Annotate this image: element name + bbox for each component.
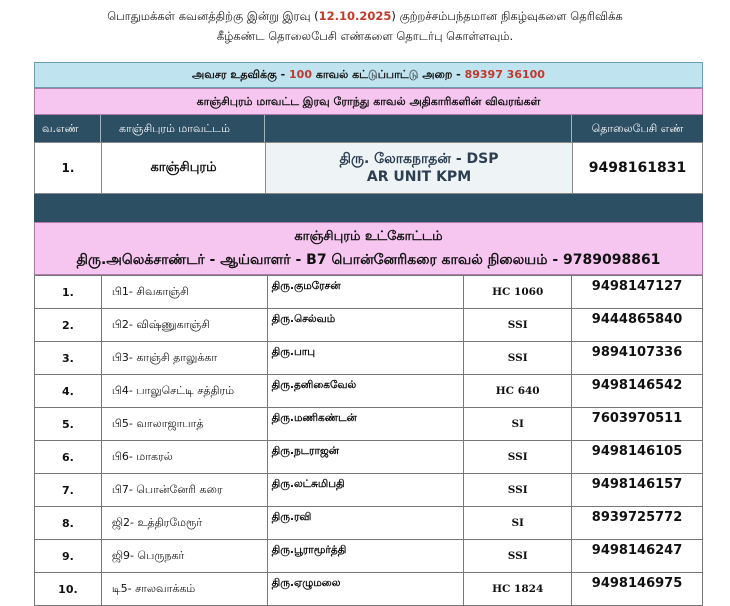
officer-name: திரு.செல்வம் bbox=[267, 309, 464, 342]
officer-name: திரு.பாபு bbox=[267, 342, 464, 375]
dsp-row bbox=[34, 142, 703, 194]
phone-number: 9498146247 bbox=[572, 540, 703, 573]
emergency-text-b: காவல் கட்டுப்பாட்டு அறை - bbox=[312, 68, 465, 81]
officer-name: திரு.ரவி bbox=[267, 507, 464, 540]
phone-number: 9498146105 bbox=[572, 441, 703, 474]
phone-number: 7603970511 bbox=[572, 408, 703, 441]
station-serial: 1. bbox=[35, 276, 102, 309]
intro-text bbox=[0, 6, 730, 46]
phone-number: 9498146542 bbox=[572, 375, 703, 408]
station-serial: 10. bbox=[35, 573, 102, 606]
station-name: ஜி9- பெருநகர் bbox=[101, 540, 267, 573]
table-row bbox=[35, 375, 703, 408]
station-name: பி4- பாலுசெட்டி சத்திரம் bbox=[101, 375, 267, 408]
table-row bbox=[35, 309, 703, 342]
table-row bbox=[35, 441, 703, 474]
dsp-unit: AR UNIT KPM bbox=[366, 169, 472, 185]
officer-name: திரு.லட்சுமிபதி bbox=[267, 474, 464, 507]
table-row bbox=[35, 573, 703, 606]
table-row bbox=[35, 408, 703, 441]
separator-band bbox=[34, 194, 703, 222]
header-officer bbox=[265, 115, 572, 142]
phone-number: 9498146157 bbox=[572, 474, 703, 507]
officer-rank: SSI bbox=[464, 474, 572, 507]
dsp-district: காஞ்சிபுரம் bbox=[102, 143, 266, 193]
header-serial: வ.எண் bbox=[34, 115, 101, 142]
officer-rank: SSI bbox=[464, 540, 572, 573]
table-row bbox=[35, 540, 703, 573]
station-serial: 3. bbox=[35, 342, 102, 375]
table-row bbox=[35, 342, 703, 375]
station-serial: 4. bbox=[35, 375, 102, 408]
header-district: காஞ்சிபுரம் மாவட்டம் bbox=[101, 115, 265, 142]
officer-rank: SSI bbox=[464, 309, 572, 342]
dsp-serial: 1. bbox=[35, 143, 102, 193]
phone-number: 8939725772 bbox=[572, 507, 703, 540]
intro-line-2: கீழ்கண்ட தொலைபேசி எண்களை தொடர்பு கொள்ளவும். bbox=[216, 29, 514, 43]
officer-rank: SI bbox=[464, 507, 572, 540]
table-row bbox=[35, 276, 703, 309]
emergency-banner bbox=[34, 62, 703, 88]
station-name: டி5- சாலவாக்கம் bbox=[101, 573, 267, 606]
officer-rank: SI bbox=[464, 408, 572, 441]
dsp-name: திரு. லோகநாதன் - DSP bbox=[339, 151, 499, 167]
officer-name: திரு.தனிகைவேல் bbox=[267, 375, 464, 408]
station-name: பி7- பொன்னேரி கரை bbox=[101, 474, 267, 507]
station-name: பி5- வாலாஜாபாத் bbox=[101, 408, 267, 441]
emergency-100: 100 bbox=[289, 68, 312, 81]
subdivision-inspector: திரு.அலெக்சாண்டர் - ஆய்வாளர் - B7 பொன்னேரிகரை காவல் நிலையம் - 9789098861 bbox=[76, 252, 661, 268]
header-phone: தொலைபேசி எண் bbox=[591, 122, 684, 135]
officer-name: திரு.ஏழுமலை bbox=[267, 573, 464, 606]
station-name: பி1- சிவகாஞ்சி bbox=[101, 276, 267, 309]
officer-name: திரு.குமரேசன் bbox=[267, 276, 464, 309]
station-name: ஜி2- உத்திரமேரூர் bbox=[101, 507, 267, 540]
officer-rank: SSI bbox=[464, 441, 572, 474]
table-row bbox=[35, 507, 703, 540]
stations-table bbox=[34, 275, 703, 606]
intro-line-1 bbox=[0, 6, 730, 26]
officer-name: திரு.மணிகண்டன் bbox=[267, 408, 464, 441]
phone-number: 9894107336 bbox=[572, 342, 703, 375]
officer-rank: HC 640 bbox=[464, 375, 572, 408]
district-title: காஞ்சிபுரம் மாவட்ட இரவு ரோந்து காவல் அதிகாரிகளின் விவரங்கள் bbox=[34, 88, 703, 115]
station-serial: 5. bbox=[35, 408, 102, 441]
station-serial: 6. bbox=[35, 441, 102, 474]
table-row bbox=[35, 474, 703, 507]
station-name: பி3- காஞ்சி தாலுக்கா bbox=[101, 342, 267, 375]
officer-rank: SSI bbox=[464, 342, 572, 375]
station-name: பி2- விஷ்ணுகாஞ்சி bbox=[101, 309, 267, 342]
station-name: பி6- மாகரல் bbox=[101, 441, 267, 474]
officer-rank: HC 1060 bbox=[464, 276, 572, 309]
dsp-officer bbox=[266, 143, 573, 193]
officer-rank: HC 1824 bbox=[464, 573, 572, 606]
subdivision-block bbox=[34, 222, 703, 275]
subdivision-title: காஞ்சிபுரம் உட்கோட்டம் bbox=[294, 229, 443, 244]
station-serial: 7. bbox=[35, 474, 102, 507]
phone-number: 9444865840 bbox=[572, 309, 703, 342]
station-serial: 8. bbox=[35, 507, 102, 540]
officer-name: திரு.நடராஜன் bbox=[267, 441, 464, 474]
dsp-phone: 9498161831 bbox=[588, 160, 687, 176]
phone-number: 9498146975 bbox=[572, 573, 703, 606]
officer-name: திரு.பூராமூர்த்தி bbox=[267, 540, 464, 573]
control-room-number: 89397 36100 bbox=[464, 68, 545, 81]
intro-date: 12.10.2025 bbox=[318, 9, 392, 23]
phone-number: 9498147127 bbox=[572, 276, 703, 309]
intro-text-b: ) குற்றச்சம்பந்தமான நிகழ்வுகளை தெரிவிக்க bbox=[391, 9, 623, 23]
intro-text-a: பொதுமக்கள் கவனத்திற்கு இன்று இரவு ( bbox=[107, 9, 319, 23]
station-serial: 9. bbox=[35, 540, 102, 573]
emergency-text-a: அவசர உதவிக்கு - bbox=[192, 68, 290, 81]
table-header bbox=[34, 115, 703, 142]
station-serial: 2. bbox=[35, 309, 102, 342]
